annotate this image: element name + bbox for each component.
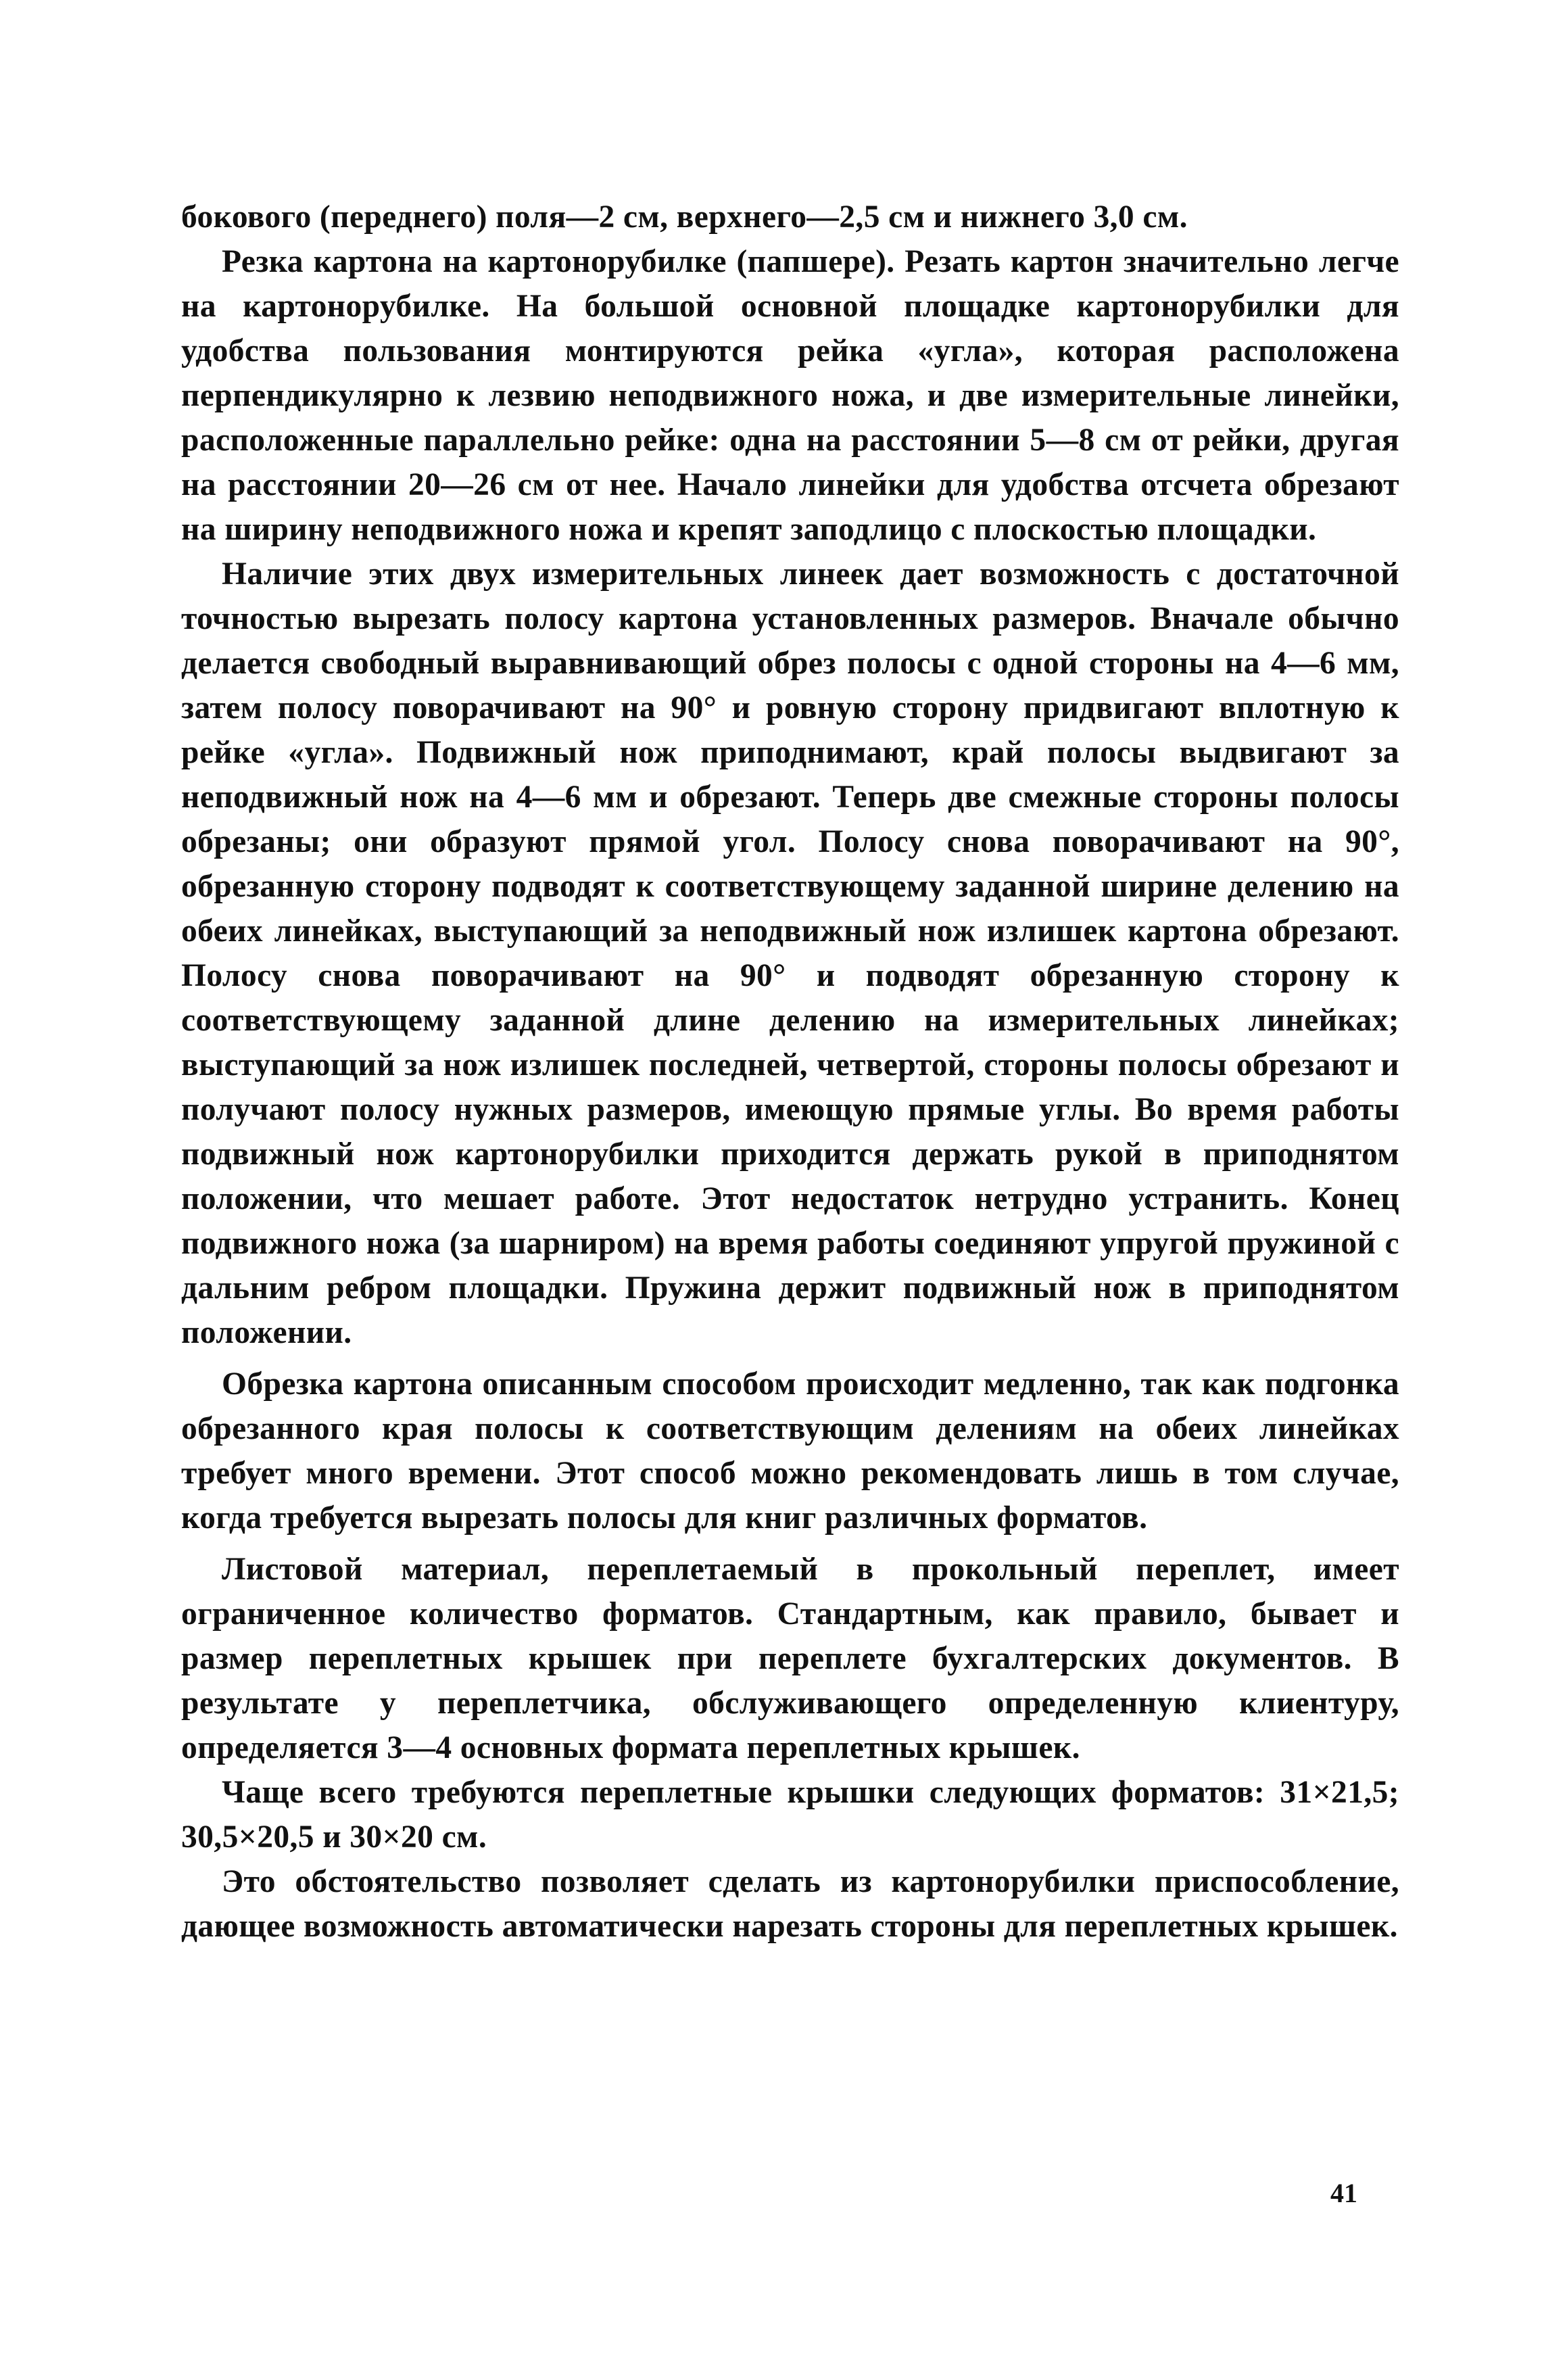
paragraph-4: Обрезка картона описанным способом происходит медленно, так как подгонка обрезанного края полосы к соответствующим делениям на обеих линейках требует много времени. Этот способ можно рекомендовать лишь в том случае, когда требуется вырезать полосы для книг различных форматов. [181, 1366, 1399, 1536]
paragraph-1: бокового (переднего) поля—2 см, верхнего—2,5 см и нижнего 3,0 см. [181, 199, 1188, 235]
paragraph-6: Чаще всего требуются переплетные крышки следующих форматов: 31×21,5; 30,5×20,5 и 30×20 см. [181, 1775, 1399, 1855]
paragraph-7: Это обстоятельство позволяет сделать из картонорубилки приспособление, дающее возможность автоматически нарезать стороны для переплетных крышек. [181, 1864, 1399, 1944]
page-body [181, 195, 1399, 1949]
paragraph-5: Листовой материал, переплетаемый в прокольный переплет, имеет ограниченное количество форматов. Стандартным, как правило, бывает и размер переплетных крышек при переплете бухгалтерских документов. В результате у переплетчика, обслуживающего определенную клиентуру, определяется 3—4 основных формата переплетных крышек. [181, 1552, 1399, 1765]
page-number: 41 [1330, 2178, 1357, 2208]
paragraph-3: Наличие этих двух измерительных линеек дает возможность с достаточной точностью вырезать полосу картона установленных размеров. Вначале обычно делается свободный выравнивающий обрез полосы с одной стороны на 4—6 мм, затем полосу поворачивают на 90° и ровную сторону придвигают вплотную к рейке «угла». Подвижный нож приподнимают, край полосы выдвигают за неподвижный нож на 4—6 мм и обрезают. Теперь две смежные стороны полосы обрезаны; они образуют прямой угол. Полосу снова поворачивают на 90°, обрезанную сторону подводят к соответствующему заданной ширине делению на обеих линейках, выступающий за неподвижный нож излишек картона обрезают. Полосу снова поворачивают на 90° и подводят обрезанную сторону к соответствующему заданной длине делению на измерительных линейках; выступающий за нож излишек последней, четвертой, стороны полосы обрезают и получают полосу нужных размеров, имеющую прямые углы. Во время работы подвижный нож картонорубилки приходится держать рукой в приподнятом положении, что мешает работе. Этот недостаток нетрудно устранить. Конец подвижного ножа (за шарниром) на время работы соединяют упругой пружиной с дальним ребром площадки. Пружина держит подвижный нож в приподнятом положении. [181, 556, 1399, 1350]
paragraph-2: Резка картона на картонорубилке (папшере). Резать картон значительно легче на картонорубилке. На большой основной площадке картонорубилки для удобства пользования монтируются рейка «угла», которая расположена перпендикулярно к лезвию неподвижного ножа, и две измерительные линейки, расположенные параллельно рейке: одна на расстоянии 5—8 см от рейки, другая на расстоянии 20—26 см от нее. Начало линейки для удобства отсчета обрезают на ширину неподвижного ножа и крепят заподлицо с плоскостью площадки. [181, 244, 1399, 547]
